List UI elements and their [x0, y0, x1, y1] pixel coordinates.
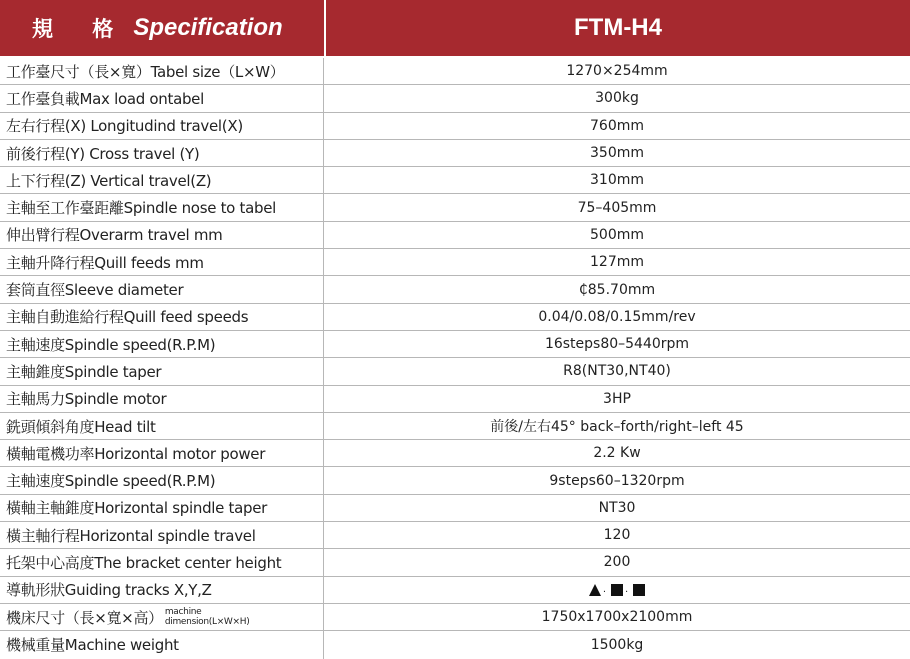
spec-value: 0.04/0.08/0.15mm/rev: [538, 308, 696, 325]
triangle-icon: [589, 584, 601, 596]
spec-value: 75–405mm: [577, 199, 657, 216]
spec-value: ₵85.70mm: [578, 281, 656, 298]
spec-row-max-load: [0, 85, 910, 112]
spec-row-horizontal-motor: [0, 440, 910, 467]
spec-row-spindle-speed: [0, 331, 910, 358]
header-label-cell: [0, 0, 324, 56]
spec-label: 主軸升降行程Quill feeds mm: [0, 249, 324, 275]
spec-row-spindle-speed-2: [0, 467, 910, 494]
spec-row-guiding-tracks: [0, 577, 910, 604]
spec-label-main: 機床尺寸（長×寬×高）: [6, 608, 163, 627]
spec-row-bracket-height: [0, 549, 910, 576]
spec-label: 機械重量Machine weight: [0, 631, 324, 658]
model-name: FTM-H4: [326, 0, 910, 56]
spec-value: 前後/左右45° back–forth/right–left 45: [490, 419, 744, 435]
spec-label-stack: [165, 607, 250, 627]
spec-label: 主軸馬力Spindle motor: [0, 386, 324, 412]
spec-label: 托架中心高度The bracket center height: [0, 549, 324, 575]
spec-label: [0, 604, 324, 630]
spec-table: [0, 58, 910, 659]
spec-row-quill-speeds: [0, 304, 910, 331]
spec-row-spindle-taper: [0, 358, 910, 385]
spec-value: 200: [603, 554, 631, 571]
spec-row-head-tilt: [0, 413, 910, 440]
spec-label: 橫軸主軸錐度Horizontal spindle taper: [0, 495, 324, 521]
spec-label: 銑頭傾斜角度Head tilt: [0, 413, 324, 439]
spec-value: 3HP: [603, 390, 631, 407]
spec-value: 500mm: [590, 226, 644, 243]
spec-value: 1270×254mm: [566, 63, 668, 80]
spec-row-quill-feeds: [0, 249, 910, 276]
spec-row-spindle-motor: [0, 386, 910, 413]
spec-value: 1500kg: [590, 636, 644, 653]
square-icon: [611, 584, 623, 596]
spec-value: NT30: [598, 499, 636, 516]
spec-value: 9steps60–1320rpm: [549, 472, 685, 489]
spec-label: 主軸速度Spindle speed(R.P.M): [0, 331, 324, 357]
spec-label: 導軌形狀Guiding tracks X,Y,Z: [0, 577, 324, 603]
spec-label: 主軸錐度Spindle taper: [0, 358, 324, 384]
spec-row-z-travel: [0, 167, 910, 194]
spec-value: 16steps80–5440rpm: [544, 336, 690, 353]
spec-row-machine-weight: [0, 631, 910, 658]
spec-row-sleeve: [0, 276, 910, 303]
spec-label: 主軸速度Spindle speed(R.P.M): [0, 467, 324, 493]
square-icon: [633, 584, 645, 596]
spec-value: 120: [603, 527, 631, 544]
spec-row-x-travel: [0, 113, 910, 140]
spec-value: [324, 577, 910, 603]
separator-dot: .: [625, 584, 629, 596]
spec-value: 2.2 Kw: [593, 445, 641, 462]
spec-value: 127mm: [590, 254, 644, 271]
spec-label: 橫主軸行程Horizontal spindle travel: [0, 522, 324, 548]
spec-label-sub: dimension(L×W×H): [164, 617, 250, 628]
spec-row-spindle-nose: [0, 194, 910, 221]
spec-row-machine-dimension: [0, 604, 910, 631]
spec-value: R8(NT30,NT40): [563, 363, 671, 380]
spec-value: 760mm: [590, 117, 644, 134]
spec-value: 1750x1700x2100mm: [541, 609, 693, 626]
spec-label-sup: machine: [164, 607, 202, 618]
spec-label: 主軸至工作臺距離Spindle nose to tabel: [0, 194, 324, 220]
spec-label: 主軸自動進給行程Quill feed speeds: [0, 304, 324, 330]
spec-row-horizontal-travel: [0, 522, 910, 549]
separator-dot: .: [602, 584, 606, 596]
spec-label: 工作臺負載Max load ontabel: [0, 85, 324, 111]
spec-value: 300kg: [595, 90, 639, 107]
spec-row-y-travel: [0, 140, 910, 167]
header-en-title: Specification: [133, 14, 283, 41]
spec-row-overarm: [0, 222, 910, 249]
spec-label: 上下行程(Z) Vertical travel(Z): [0, 167, 324, 193]
guide-shapes: [589, 584, 645, 596]
spec-label: 工作臺尺寸（長×寬）Tabel size（L×W）: [0, 58, 324, 84]
spec-label: 左右行程(X) Longitudind travel(X): [0, 113, 324, 139]
spec-value: 310mm: [590, 172, 644, 189]
spec-value: 350mm: [590, 145, 644, 162]
header-zh-title: 規 格: [32, 17, 130, 41]
spec-label: 伸出臂行程Overarm travel mm: [0, 222, 324, 248]
spec-row-horizontal-taper: [0, 495, 910, 522]
spec-row-table-size: [0, 58, 910, 85]
spec-header: [0, 0, 910, 56]
spec-label: 套筒直徑Sleeve diameter: [0, 276, 324, 302]
spec-label: 前後行程(Y) Cross travel (Y): [0, 140, 324, 166]
spec-label: 橫軸電機功率Horizontal motor power: [0, 440, 324, 466]
